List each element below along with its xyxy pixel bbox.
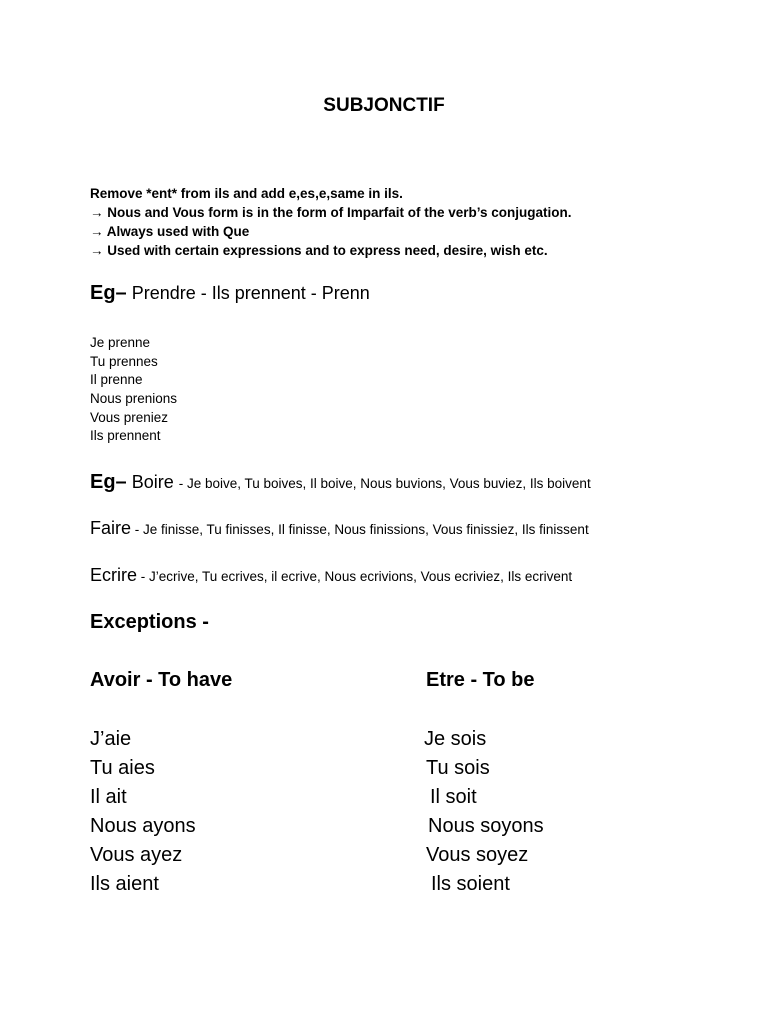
example-verb: Boire	[126, 472, 179, 492]
example-boire	[90, 472, 591, 492]
prendre-conjugation-list	[90, 335, 177, 447]
conjugation-item: Il ait	[90, 786, 127, 808]
example-label: Eg–	[90, 282, 127, 304]
rule-item: → Always used with Que	[90, 224, 250, 239]
rules-list	[90, 186, 572, 262]
exceptions-heading: Exceptions -	[90, 611, 209, 633]
rule-item: → Used with certain expressions and to express need, desire, wish etc.	[90, 243, 548, 258]
conjugation-item: Je prenne	[90, 335, 151, 350]
conjugation-item: Vous soyez	[426, 844, 529, 866]
conjugation-item: Il soit	[430, 786, 477, 808]
example-label: Eg–	[90, 471, 127, 493]
conjugation-item: Tu prennes	[90, 353, 158, 369]
example-ecrire	[90, 566, 572, 584]
etre-heading: Etre - To be	[426, 669, 535, 691]
example-verb: Faire	[90, 518, 132, 538]
conjugation-item: Tu sois	[426, 757, 490, 779]
example-forms: - J’ecrive, Tu ecrives, il ecrive, Nous ecrivions, Vous ecriviez, Ils ecrivent	[137, 569, 573, 584]
conjugation-item: J’aie	[90, 728, 132, 750]
example-prendre	[90, 283, 370, 303]
conjugation-item: Ils soient	[431, 873, 510, 895]
conjugation-item: Il prenne	[90, 372, 143, 388]
conjugation-item: Nous soyons	[428, 815, 544, 837]
example-verb: Ecrire	[90, 565, 138, 585]
conjugation-item: Nous prenions	[90, 391, 178, 407]
rule-item: Remove *ent* from ils and add e,es,e,same in ils.	[90, 186, 403, 201]
conjugation-item: Je sois	[424, 728, 487, 750]
avoir-heading: Avoir - To have	[90, 669, 233, 691]
example-text: Prendre - Ils prennent - Prenn	[126, 283, 370, 303]
etre-conjugation-list	[424, 728, 544, 902]
rule-item: → Nous and Vous form is in the form of Imparfait of the verb’s conjugation.	[90, 205, 572, 220]
conjugation-item: Ils prennent	[90, 428, 161, 444]
example-faire	[90, 519, 589, 537]
conjugation-item: Nous ayons	[90, 815, 196, 837]
conjugation-item: Ils aient	[90, 873, 159, 895]
example-forms: - Je finisse, Tu finisses, Il finisse, Nous finissions, Vous finissiez, Ils finissent	[131, 522, 589, 537]
conjugation-item: Vous preniez	[90, 409, 169, 425]
page-title: SUBJONCTIF	[323, 95, 445, 116]
conjugation-item: Vous ayez	[90, 844, 183, 866]
avoir-conjugation-list	[90, 728, 196, 902]
conjugation-item: Tu aies	[90, 757, 155, 779]
example-forms: - Je boive, Tu boives, Il boive, Nous buvions, Vous buviez, Ils boivent	[178, 476, 591, 491]
